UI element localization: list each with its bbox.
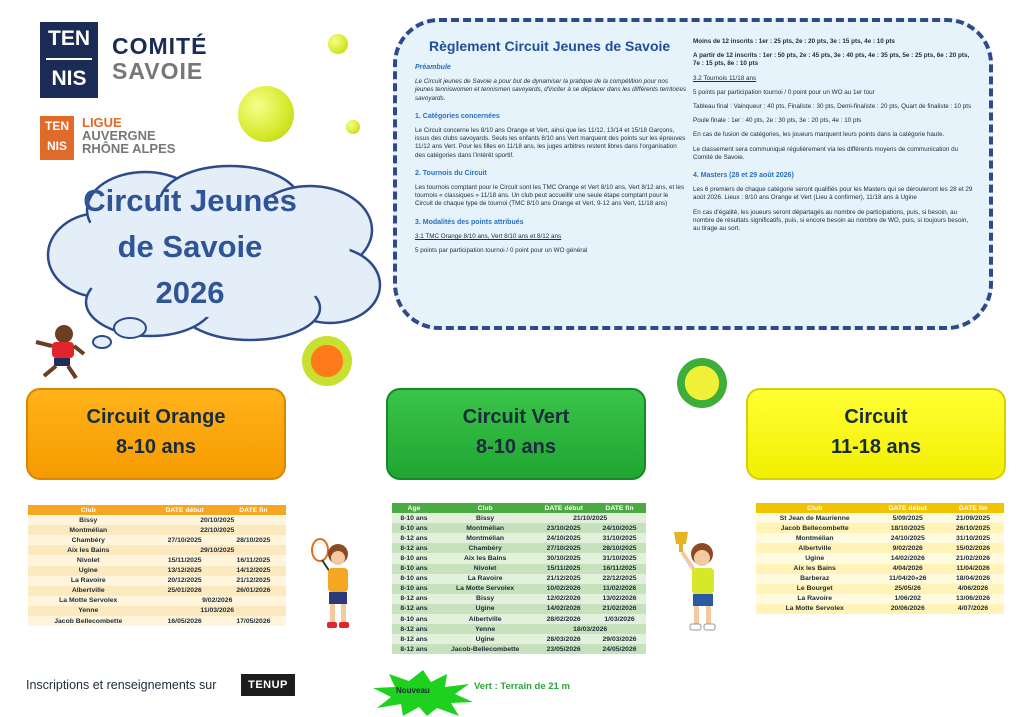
table-cell: La Motte Servolex — [756, 604, 873, 614]
ligue-logo — [40, 116, 74, 160]
rhone-alpes-label: RHÔNE ALPES — [82, 141, 176, 156]
vert-terrain-note: Vert : Terrain de 21 m — [474, 681, 570, 692]
table-row — [756, 594, 1004, 604]
column-header: DATE fin — [221, 505, 286, 515]
table-cell: 8-12 ans — [392, 594, 436, 604]
table-row — [392, 533, 646, 543]
section-1-heading: 1. Catégories concernées — [415, 112, 500, 120]
table-cell: 22/10/2025 — [149, 525, 287, 535]
table-row — [28, 525, 286, 535]
table-cell: 13/02/2026 — [593, 594, 646, 604]
table-cell: 4/04/2026 — [873, 564, 942, 574]
table-cell: 23/10/2025 — [534, 523, 593, 533]
table-cell: Chambéry — [28, 535, 149, 545]
table-cell: 28/10/2025 — [221, 535, 286, 545]
table-cell: 11/04/2026 — [942, 564, 1004, 574]
table-cell: Ugine — [436, 604, 534, 614]
table-cell: 8-10 ans — [392, 553, 436, 563]
table-cell: Albertville — [756, 543, 873, 553]
table-cell: 15/11/2025 — [534, 564, 593, 574]
table-cell: 31/10/2025 — [942, 533, 1004, 543]
jaune-schedule-table — [756, 503, 1004, 614]
table-cell: 5/09/2025 — [873, 513, 942, 523]
tennis-logo-line1: TEN — [48, 27, 90, 50]
table-cell: Jacob Bellecombette — [756, 523, 873, 533]
table-cell: Montmélian — [756, 533, 873, 543]
savoie-label: SAVOIE — [112, 58, 204, 84]
table-cell: 4/06/2026 — [942, 584, 1004, 594]
table-cell: 9/02/2026 — [873, 543, 942, 553]
table-cell: 15/11/2025 — [149, 555, 221, 565]
kid-racket-illustration — [310, 532, 360, 632]
table-cell: Chambéry — [436, 543, 534, 553]
circuit-vert-title: Circuit Vert — [462, 406, 570, 428]
table-cell: 30/10/2025 — [534, 553, 593, 563]
table-cell: Yenne — [28, 606, 149, 616]
table-cell: 24/10/2025 — [873, 533, 942, 543]
section-3-2-points: 5 points par participation tournoi / 0 point pour un WO au 1er tour — [693, 88, 875, 96]
ligue-logo-line2: NIS — [46, 139, 67, 153]
table-cell: La Ravoire — [756, 594, 873, 604]
table-row — [756, 584, 1004, 594]
ligue-label: LIGUE — [82, 115, 122, 130]
table-row — [756, 513, 1004, 523]
table-row — [392, 513, 646, 523]
tennis-ball-icon — [346, 120, 360, 134]
section-4-heading: 4. Masters (28 et 29 août 2026) — [693, 172, 794, 180]
tennis-logo-line2: NIS — [51, 67, 87, 90]
table-cell: 20/10/2025 — [149, 515, 287, 525]
table-row — [28, 586, 286, 596]
title-line-2: de Savoie — [117, 229, 263, 264]
column-header: Age — [392, 503, 436, 513]
table-cell: 8-10 ans — [392, 584, 436, 594]
section-3-2-heading: 3.2 Tournois 11/18 ans — [693, 74, 757, 82]
table-cell: Montmélian — [436, 523, 534, 533]
table-row — [28, 555, 286, 565]
table-cell: 27/10/2025 — [149, 535, 221, 545]
table-header-row — [756, 503, 1004, 513]
title-line-3: 2026 — [155, 275, 225, 310]
tenup-logo[interactable]: TENUP — [241, 674, 295, 696]
comite-label: COMITÉ — [112, 33, 208, 59]
table-cell: La Ravoire — [436, 574, 534, 584]
table-cell: Ugine — [28, 566, 149, 576]
table-cell: 4/07/2026 — [942, 604, 1004, 614]
kid-running-illustration — [22, 322, 88, 382]
table-cell: 22/12/2025 — [593, 574, 646, 584]
table-cell: Albertville — [28, 586, 149, 596]
table-cell: 8-10 ans — [392, 564, 436, 574]
table-cell: St Jean de Maurienne — [756, 513, 873, 523]
table-row — [392, 604, 646, 614]
tableau-final-text: Tableau final : Vainqueur : 40 pts, Finaliste : 30 pts, Demi-finaliste : 20 pts, Quart de finaliste : 10 pts — [693, 103, 972, 111]
table-cell: 29/03/2026 — [593, 634, 646, 644]
table-cell: 8-12 ans — [392, 533, 436, 543]
table-cell: 21/02/2026 — [593, 604, 646, 614]
table-cell: Jacob-Bellecombette — [436, 644, 534, 654]
table-cell: 24/10/2025 — [593, 523, 646, 533]
classement-text: Le classement sera communiqué régulièrement via les différents moyens de communication du Comité de Savoie. — [693, 145, 959, 161]
table-row — [28, 616, 286, 626]
table-row — [392, 574, 646, 584]
table-cell: 14/02/2026 — [534, 604, 593, 614]
table-cell: 28/10/2025 — [593, 543, 646, 553]
page-title — [60, 178, 320, 316]
table-cell: 8-10 ans — [392, 614, 436, 624]
table-row — [28, 545, 286, 555]
table-row — [28, 576, 286, 586]
table-cell: 21/02/2026 — [942, 553, 1004, 563]
table-cell: 16/05/2026 — [149, 616, 221, 626]
table-cell: Ugine — [756, 553, 873, 563]
table-cell: Nivolet — [28, 555, 149, 565]
green-ball-icon — [677, 358, 727, 408]
table-row — [392, 543, 646, 553]
orange-schedule-table — [28, 505, 286, 626]
table-cell: 15/02/2026 — [942, 543, 1004, 553]
table-row — [756, 564, 1004, 574]
table-cell: 20/12/2025 — [149, 576, 221, 586]
table-cell: 11/02/2026 — [593, 584, 646, 594]
section-4-text: Les 6 premiers de chaque catégorie seront qualifiés pour les Masters qui se dérouleront les 28 et 29 août 2026. Lieux : 8/10 ans Orange et Vert (Lieu à confirmer), 11/18 ans à Ugine — [693, 186, 973, 202]
table-row — [28, 566, 286, 576]
section-1-text: Le Circuit concerne les 8/10 ans Orange et Vert, ainsi que les 11/12, 13/14 et 15/18 Garçons, issus des clubs savoyards. Seuls les enfants 8/10 ans Vert marquent des points sur les épreuves 11/12 ans Vert. Pour les filles en 11/18 ans, les juges arbitres restent libres dans l'organisation des catégories dans l'intérêt sportif. — [415, 127, 686, 159]
table-cell: Bissy — [436, 513, 534, 523]
table-cell: 1/03/2026 — [593, 614, 646, 624]
table-cell: Albertville — [436, 614, 534, 624]
column-header: DATE fin — [593, 503, 646, 513]
table-cell: Ugine — [436, 634, 534, 644]
table-cell: 18/10/2025 — [873, 523, 942, 533]
table-cell: 9/02/2026 — [149, 596, 287, 606]
table-cell: 24/05/2026 — [593, 644, 646, 654]
table-cell: 8-10 ans — [392, 513, 436, 523]
table-row — [392, 644, 646, 654]
ligue-logo-line1: TEN — [45, 119, 69, 133]
table-cell: 10/02/2026 — [534, 584, 593, 594]
table-cell: 28/02/2026 — [534, 614, 593, 624]
table-row — [28, 535, 286, 545]
egalite-text: En cas d'égalité, les joueurs seront départagés au nombre de participations, puis, si besoin, au nombre de résultats significatifs, puis, si encore besoin au nombre de WO, puis, si toujours besoin, au tirage au sort. — [693, 208, 969, 233]
table-cell: 26/10/2025 — [942, 523, 1004, 533]
reglement-right-column — [693, 38, 973, 239]
table-row — [392, 553, 646, 563]
column-header: Club — [436, 503, 534, 513]
table-cell: 8-10 ans — [392, 523, 436, 533]
table-cell: 26/01/2026 — [221, 586, 286, 596]
table-cell: 8-12 ans — [392, 604, 436, 614]
table-cell: Le Bourget — [756, 584, 873, 594]
table-cell: 21/12/2025 — [534, 574, 593, 584]
circuit-vert-box — [386, 388, 646, 480]
title-line-1: Circuit Jeunes — [83, 183, 297, 218]
poule-finale-text: Poule finale : 1er : 40 pts, 2e : 30 pts, 3e : 20 pts, 4e : 10 pts — [693, 117, 862, 125]
comite-savoie-wordmark — [112, 34, 207, 84]
table-cell: 24/10/2025 — [534, 533, 593, 543]
table-row — [756, 523, 1004, 533]
reglement-left-column — [415, 38, 687, 261]
nouveau-label: Nouveau — [396, 686, 430, 695]
table-cell: 21/09/2025 — [942, 513, 1004, 523]
table-cell: Jacob Bellecombette — [28, 616, 149, 626]
column-header: DATE début — [149, 505, 221, 515]
table-row — [756, 604, 1004, 614]
table-cell: Yenne — [436, 624, 534, 634]
section-3-1-points: 5 points par participation tournoi / 0 point pour un WO général — [415, 247, 588, 255]
table-cell: 8-12 ans — [392, 644, 436, 654]
table-cell: La Ravoire — [28, 576, 149, 586]
table-row — [28, 515, 286, 525]
circuit-jaune-title: Circuit — [844, 406, 908, 428]
table-row — [392, 614, 646, 624]
table-cell: 28/03/2026 — [534, 634, 593, 644]
tennis-logo — [40, 22, 98, 98]
preambule-text: Le Circuit jeunes de Savoie a pour but de dynamiser la pratique de la compétition pour nos jeunes tenniswomen et tennismen savoyards, d'inciter à se déplacer dans les différents territoires savoyards. — [415, 78, 687, 102]
table-cell: 13/06/2026 — [942, 594, 1004, 604]
table-cell: Barberaz — [756, 574, 873, 584]
table-cell: 20/06/2026 — [873, 604, 942, 614]
table-cell: 27/10/2025 — [534, 543, 593, 553]
table-cell: 21/12/2025 — [221, 576, 286, 586]
table-cell: Aix les Bains — [28, 545, 149, 555]
table-cell: 18/04/2026 — [942, 574, 1004, 584]
kid-trophy-illustration — [668, 528, 728, 634]
table-cell: 18/03/2026 — [534, 624, 646, 634]
inscriptions-text: Inscriptions et renseignements sur — [26, 678, 217, 692]
table-row — [28, 596, 286, 606]
circuit-orange-box — [26, 388, 286, 480]
table-cell: 8-12 ans — [392, 634, 436, 644]
table-row — [756, 574, 1004, 584]
table-cell: 25/05/26 — [873, 584, 942, 594]
table-row — [392, 564, 646, 574]
table-cell: 21/10/2025 — [534, 513, 646, 523]
column-header: DATE début — [534, 503, 593, 513]
column-header: Club — [28, 505, 149, 515]
table-row — [392, 594, 646, 604]
circuit-vert-age: 8-10 ans — [475, 436, 557, 458]
table-cell: 11/04/20«26 — [873, 574, 942, 584]
table-cell: 8-10 ans — [392, 574, 436, 584]
moins-12-inscrits: Moins de 12 inscrits : 1er : 25 pts, 2e : 20 pts, 3e : 15 pts, 4e : 10 pts — [693, 38, 895, 45]
logo-divider — [46, 58, 92, 60]
table-row — [392, 624, 646, 634]
table-cell: 31/10/2025 — [593, 553, 646, 563]
table-cell: Aix les Bains — [436, 553, 534, 563]
table-cell: Bissy — [436, 594, 534, 604]
circuit-orange-title: Circuit Orange — [86, 406, 226, 428]
table-row — [28, 606, 286, 616]
reglement-title: Règlement Circuit Jeunes de Savoie — [429, 38, 671, 54]
preambule-heading: Préambule — [415, 64, 451, 71]
table-cell: Aix les Bains — [756, 564, 873, 574]
auvergne-label: AUVERGNE — [82, 128, 156, 143]
table-row — [392, 584, 646, 594]
table-cell: 14/12/2025 — [221, 566, 286, 576]
table-cell: Nivolet — [436, 564, 534, 574]
vert-schedule-table — [392, 503, 646, 654]
table-cell: 8-12 ans — [392, 624, 436, 634]
table-cell: 13/12/2025 — [149, 566, 221, 576]
section-3-1-heading: 3.1 TMC Orange 8/10 ans, Vert 8/10 ans et 8/12 ans — [415, 232, 562, 240]
table-row — [756, 553, 1004, 563]
table-cell: 29/10/2025 — [149, 545, 287, 555]
column-header: Club — [756, 503, 873, 513]
fusion-text: En cas de fusion de catégories, les joueurs marquent leurs points dans la catégorie haute. — [693, 131, 945, 139]
table-cell: 12/02/2026 — [534, 594, 593, 604]
table-cell: 25/01/2026 — [149, 586, 221, 596]
a-partir-12-inscrits: A partir de 12 inscrits : 1er : 50 pts, 2e : 45 pts, 3e : 40 pts, 4e : 35 pts, 5e : 25 pts, 6e : 20 pts, 7e : 15 pts, 8e : 10 pts — [693, 52, 970, 68]
table-row — [756, 543, 1004, 553]
table-cell: Bissy — [28, 515, 149, 525]
table-row — [392, 523, 646, 533]
circuit-jaune-box — [746, 388, 1006, 480]
ligue-wordmark — [82, 116, 175, 155]
table-cell: Montmélian — [28, 525, 149, 535]
section-3-heading: 3. Modalités des points attribués — [415, 218, 524, 226]
table-cell: 23/05/2026 — [534, 644, 593, 654]
column-header: DATE fin — [942, 503, 1004, 513]
table-cell: 8-12 ans — [392, 543, 436, 553]
tennis-ball-icon — [238, 86, 294, 142]
table-row — [392, 634, 646, 644]
table-cell: 17/05/2026 — [221, 616, 286, 626]
column-header: DATE début — [873, 503, 942, 513]
circuit-orange-age: 8-10 ans — [115, 436, 197, 458]
table-cell: 31/10/2025 — [593, 533, 646, 543]
table-header-row — [28, 505, 286, 515]
table-cell: La Motte Servolex — [28, 596, 149, 606]
table-cell: 1/06/202 — [873, 594, 942, 604]
reglement-panel — [393, 18, 993, 330]
section-2-text: Les tournois comptant pour le Circuit sont les TMC Orange et Vert 8/10 ans, Vert 8/12 ans, et les tournois « classiques » 11/18 ans. Un club peut accueillir une seule étape comptant pour le Circuit de chaque type de tournoi (TMC 8/10 ans Orange et Vert, 9-12 ans Vert, 11/18 ans) — [415, 184, 685, 208]
table-cell: 16/11/2025 — [593, 564, 646, 574]
section-2-heading: 2. Tournois du Circuit — [415, 169, 487, 177]
table-cell: Montmélian — [436, 533, 534, 543]
table-cell: La Motte Servolex — [436, 584, 534, 594]
circuit-jaune-age: 11-18 ans — [830, 436, 922, 458]
table-cell: 16/11/2025 — [221, 555, 286, 565]
table-header-row — [392, 503, 646, 513]
table-cell: 11/03/2026 — [149, 606, 287, 616]
table-row — [756, 533, 1004, 543]
tennis-ball-icon — [328, 34, 348, 54]
table-cell: 14/02/2026 — [873, 553, 942, 563]
